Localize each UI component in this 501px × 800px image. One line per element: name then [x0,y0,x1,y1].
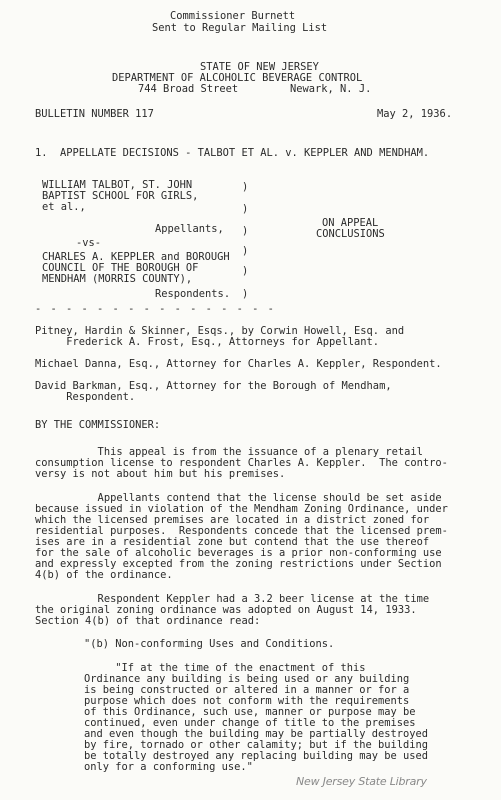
paragraph-line: Appellants contend that the license should be set aside [35,492,442,504]
respondent-line: CHARLES A. KEPPLER and BOROUGH [42,251,230,263]
respondent-line: COUNCIL OF THE BOROUGH OF [42,262,199,274]
caption-bracket: ) [242,181,249,193]
quote-line: purpose which does not conform with the requirements [84,695,410,707]
appellant-line: WILLIAM TALBOT, ST. JOHN [42,179,193,191]
caption-bracket: ) [242,265,249,277]
bulletin-number: BULLETIN NUMBER 117 [35,108,154,120]
bulletin-date: May 2, 1936. [377,108,453,120]
appellants-label: Appellants, [155,223,224,235]
quote-line: of this Ordinance, such use, manner or purpose may be [84,706,416,718]
counsel-line: Pitney, Hardin & Skinner, Esqs., by Corwin Howell, Esq. and [35,325,405,337]
versus-label: -vs- [76,237,102,249]
caption-bracket: ) [242,245,249,257]
counsel-line: David Barkman, Esq., Attorney for the Borough of Mendham, [35,380,392,392]
quote-line: and even though the building may be partially destroyed [84,728,429,740]
paragraph-line: ises are in a residential zone but contend that the use thereof [35,536,430,548]
quote-heading: "(b) Non-conforming Uses and Conditions. [84,638,335,650]
section-heading: 1. APPELLATE DECISIONS - TALBOT ET AL. v. KEPPLER AND MENDHAM. [35,147,430,159]
paragraph-line: and expressly excepted from the zoning restrictions under Section [35,558,442,570]
paragraph-line: because issued in violation of the Mendham Zoning Ordinance, under [35,503,448,515]
by-line: BY THE COMMISSIONER: [35,419,161,431]
header-address-city: Newark, N. J. [290,83,372,95]
header-department: DEPARTMENT OF ALCOHOLIC BEVERAGE CONTROL [112,72,363,84]
paragraph-line: Respondent Keppler had a 3.2 beer license at the time [35,593,430,605]
quote-line: only for a conforming use." [84,761,253,773]
respondents-label: Respondents. [155,288,231,300]
routing-line-2: Sent to Regular Mailing List [152,22,328,34]
quote-line: continued, even under change of title to the premises [84,717,416,729]
counsel-line: Michael Danna, Esq., Attorney for Charles A. Keppler, Respondent. [35,358,442,370]
header-address-street: 744 Broad Street [138,83,239,95]
caption-right-line: ON APPEAL [322,217,379,229]
caption-bracket: ) [242,288,249,300]
quote-line: is being constructed or altered in a manner or for a [84,684,410,696]
appellant-line: BAPTIST SCHOOL FOR GIRLS, [42,190,199,202]
quote-line: Ordinance any building is being used or any building [84,673,410,685]
paragraph-line: This appeal is from the issuance of a plenary retail [35,446,423,458]
paragraph-line: the original zoning ordinance was adopted on August 14, 1933. [35,604,417,616]
quote-line: be totally destroyed any replacing building may be used [84,750,429,762]
caption-separator: - - - - - - - - - - - - - - - - [35,303,276,315]
caption-right-line: CONCLUSIONS [316,228,385,240]
caption-bracket: ) [242,225,249,237]
routing-line-1: Commissioner Burnett [170,10,296,22]
paragraph-line: Section 4(b) of that ordinance read: [35,615,261,627]
caption-bracket: ) [242,203,249,215]
paragraph-line: residential purposes. Respondents concede that the licensed prem- [35,525,448,537]
paragraph-line: versy is not about him but his premises. [35,468,286,480]
library-stamp: New Jersey State Library [296,775,427,788]
counsel-line: Frederick A. Frost, Esq., Attorneys for Appellant. [35,336,380,348]
paragraph-line: 4(b) of the ordinance. [35,569,173,581]
appellant-line: et al., [42,201,86,213]
respondent-line: MENDHAM (MORRIS COUNTY), [42,273,193,285]
header-state: STATE OF NEW JERSEY [200,61,319,73]
paragraph-line: which the licensed premises are located in a district zoned for [35,514,430,526]
paragraph-line: consumption license to respondent Charles A. Keppler. The contro- [35,457,448,469]
counsel-line: Respondent. [35,391,136,403]
quote-line: by fire, tornado or other calamity; but if the building [84,739,429,751]
paragraph-line: for the sale of alcoholic beverages is a prior non-conforming use [35,547,442,559]
quote-line: "If at the time of the enactment of this [84,662,366,674]
